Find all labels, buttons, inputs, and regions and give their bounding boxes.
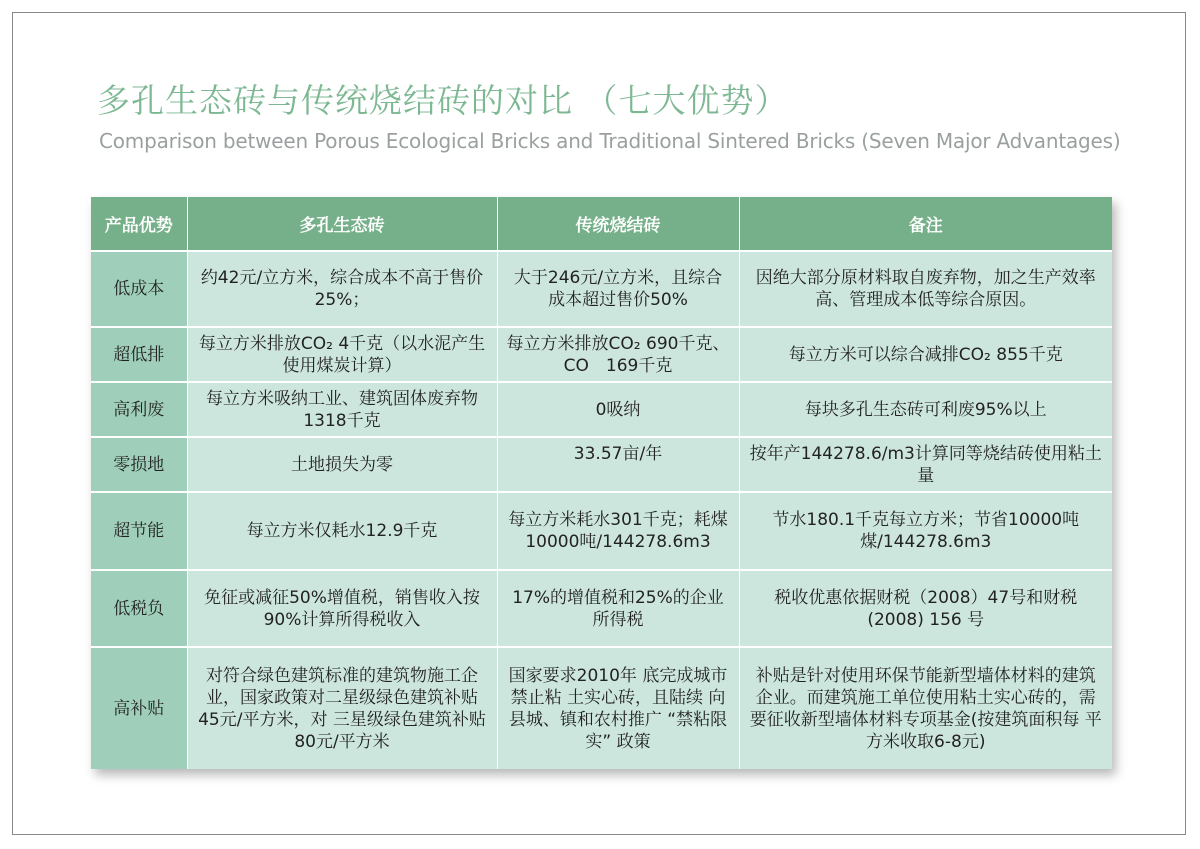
row-sintered: 0吸纳 — [497, 382, 739, 437]
table-row — [91, 570, 1112, 647]
row-sintered: 每立方米排放CO₂ 690千克、CO 169千克 — [497, 327, 739, 382]
table-row — [91, 382, 1112, 437]
table-header-row — [91, 197, 1112, 251]
row-sintered: 大于246元/立方米，且综合成本超过售价50% — [497, 251, 739, 327]
page-title: 多孔生态砖与传统烧结砖的对比 （七大优势） — [97, 81, 789, 120]
row-remarks: 每块多孔生态砖可利废95%以上 — [739, 382, 1112, 437]
row-advantage: 超节能 — [91, 492, 187, 570]
row-advantage: 高补贴 — [91, 647, 187, 769]
row-remarks: 节水180.1千克每立方米；节省10000吨煤/144278.6m3 — [739, 492, 1112, 570]
comparison-table — [91, 197, 1112, 769]
row-advantage: 超低排 — [91, 327, 187, 382]
row-remarks: 按年产144278.6/m3计算同等烧结砖使用粘土量 — [739, 437, 1112, 492]
row-advantage: 高利废 — [91, 382, 187, 437]
table-row — [91, 492, 1112, 570]
row-advantage: 低税负 — [91, 570, 187, 647]
row-porous: 土地损失为零 — [187, 437, 497, 492]
row-porous: 每立方米排放CO₂ 4千克（以水泥产生使用煤炭计算） — [187, 327, 497, 382]
row-porous: 对符合绿色建筑标准的建筑物施工企业，国家政策对二星级绿色建筑补贴45元/平方米，对 三星级绿色建筑补贴80元/平方米 — [187, 647, 497, 769]
row-remarks: 税收优惠依据财税（2008）47号和财税(2008) 156 号 — [739, 570, 1112, 647]
row-remarks: 每立方米可以综合减排CO₂ 855千克 — [739, 327, 1112, 382]
comparison-table-wrapper — [91, 197, 1112, 769]
row-sintered: 国家要求2010年 底完成城市禁止粘 土实心砖，且陆续 向县城、镇和农村推广 “禁粘限实” 政策 — [497, 647, 739, 769]
row-porous: 约42元/立方米，综合成本不高于售价25%； — [187, 251, 497, 327]
row-sintered: 每立方米耗水301千克；耗煤10000吨/144278.6m3 — [497, 492, 739, 570]
row-remarks: 因绝大部分原材料取自废弃物，加之生产效率高、管理成本低等综合原因。 — [739, 251, 1112, 327]
row-remarks: 补贴是针对使用环保节能新型墙体材料的建筑企业。而建筑施工单位使用粘土实心砖的，需要征收新型墙体材料专项基金(按建筑面积每 平方米收取6-8元) — [739, 647, 1112, 769]
row-porous: 免征或减征50%增值税，销售收入按90%计算所得税收入 — [187, 570, 497, 647]
row-advantage: 低成本 — [91, 251, 187, 327]
header-advantage: 产品优势 — [91, 197, 187, 251]
row-porous: 每立方米仅耗水12.9千克 — [187, 492, 497, 570]
page-frame — [12, 12, 1186, 835]
header-remarks: 备注 — [739, 197, 1112, 251]
table-row — [91, 327, 1112, 382]
header-porous-brick: 多孔生态砖 — [187, 197, 497, 251]
row-sintered: 17%的增值税和25%的企业所得税 — [497, 570, 739, 647]
table-row — [91, 251, 1112, 327]
row-porous: 每立方米吸纳工业、建筑固体废弃物1318千克 — [187, 382, 497, 437]
table-row — [91, 437, 1112, 492]
header-sintered-brick: 传统烧结砖 — [497, 197, 739, 251]
row-sintered: 33.57亩/年 — [497, 437, 739, 492]
page-subtitle: Comparison between Porous Ecological Bricks and Traditional Sintered Bricks (Seven Major Advantages) — [99, 129, 1121, 153]
row-advantage: 零损地 — [91, 437, 187, 492]
table-row — [91, 647, 1112, 769]
